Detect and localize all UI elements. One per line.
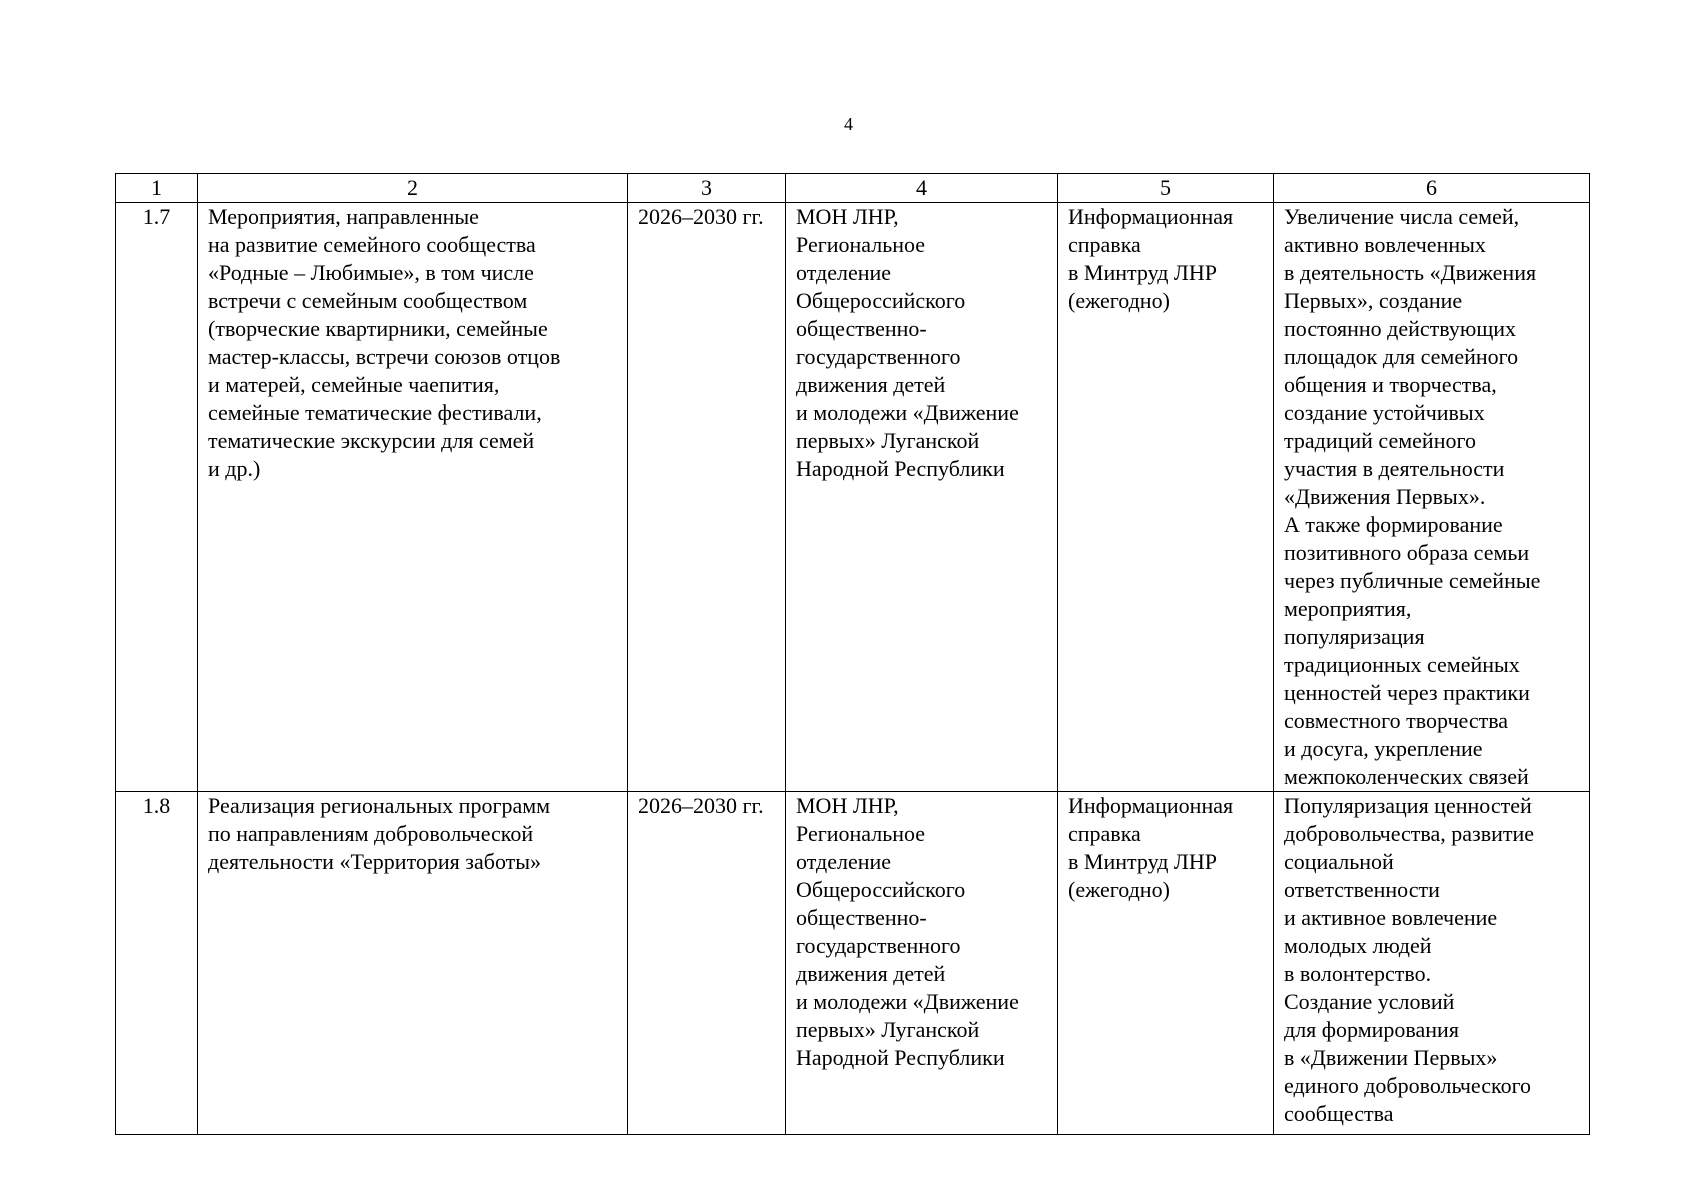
row-number: 1.8 bbox=[116, 792, 198, 1135]
result-cell: Популяризация ценностей добровольчества, развитие социальной ответственности и активное вовлечение молодых людей в волонтерство. Создание условий для формирования в «Движении Первых» единого добровольческого сообщества bbox=[1274, 792, 1590, 1135]
page-number: 4 bbox=[844, 114, 853, 134]
header-col-1: 1 bbox=[116, 174, 198, 203]
event-cell: Мероприятия, направленные на развитие семейного сообщества «Родные – Любимые», в том числе встречи с семейным сообществом (творческие квартирники, семейные мастер-классы, встречи союзов отцов и матерей, семейные чаепития, семейные тематические фестивали, тематические экскурсии для семей и др.) bbox=[198, 203, 628, 792]
header-col-3: 3 bbox=[628, 174, 786, 203]
row-number: 1.7 bbox=[116, 203, 198, 792]
executors-cell: МОН ЛНР, Региональное отделение Общероссийского общественно- государственного движения детей и молодежи «Движение первых» Луганской Народной Республики bbox=[786, 792, 1058, 1135]
result-cell: Увеличение числа семей, активно вовлеченных в деятельность «Движения Первых», создание постоянно действующих площадок для семейного общения и творчества, создание устойчивых традиций семейного участия в деятельности «Движения Первых». А также формирование позитивного образа семьи через публичные семейные мероприятия, популяризация традиционных семейных ценностей через практики совместного творчества и досуга, укрепление межпоколенческих связей bbox=[1274, 203, 1590, 792]
report-cell: Информационная справка в Минтруд ЛНР (ежегодно) bbox=[1058, 792, 1274, 1135]
table-header-row bbox=[116, 174, 1590, 203]
report-cell: Информационная справка в Минтруд ЛНР (ежегодно) bbox=[1058, 203, 1274, 792]
header-col-4: 4 bbox=[786, 174, 1058, 203]
plan-table bbox=[115, 173, 1590, 1135]
header-col-5: 5 bbox=[1058, 174, 1274, 203]
executors-cell: МОН ЛНР, Региональное отделение Общероссийского общественно- государственного движения детей и молодежи «Движение первых» Луганской Народной Республики bbox=[786, 203, 1058, 792]
header-col-2: 2 bbox=[198, 174, 628, 203]
period-cell: 2026–2030 гг. bbox=[628, 203, 786, 792]
header-col-6: 6 bbox=[1274, 174, 1590, 203]
table-row bbox=[116, 792, 1590, 1135]
event-cell: Реализация региональных программ по направлениям добровольческой деятельности «Территория заботы» bbox=[198, 792, 628, 1135]
table-row bbox=[116, 203, 1590, 792]
period-cell: 2026–2030 гг. bbox=[628, 792, 786, 1135]
